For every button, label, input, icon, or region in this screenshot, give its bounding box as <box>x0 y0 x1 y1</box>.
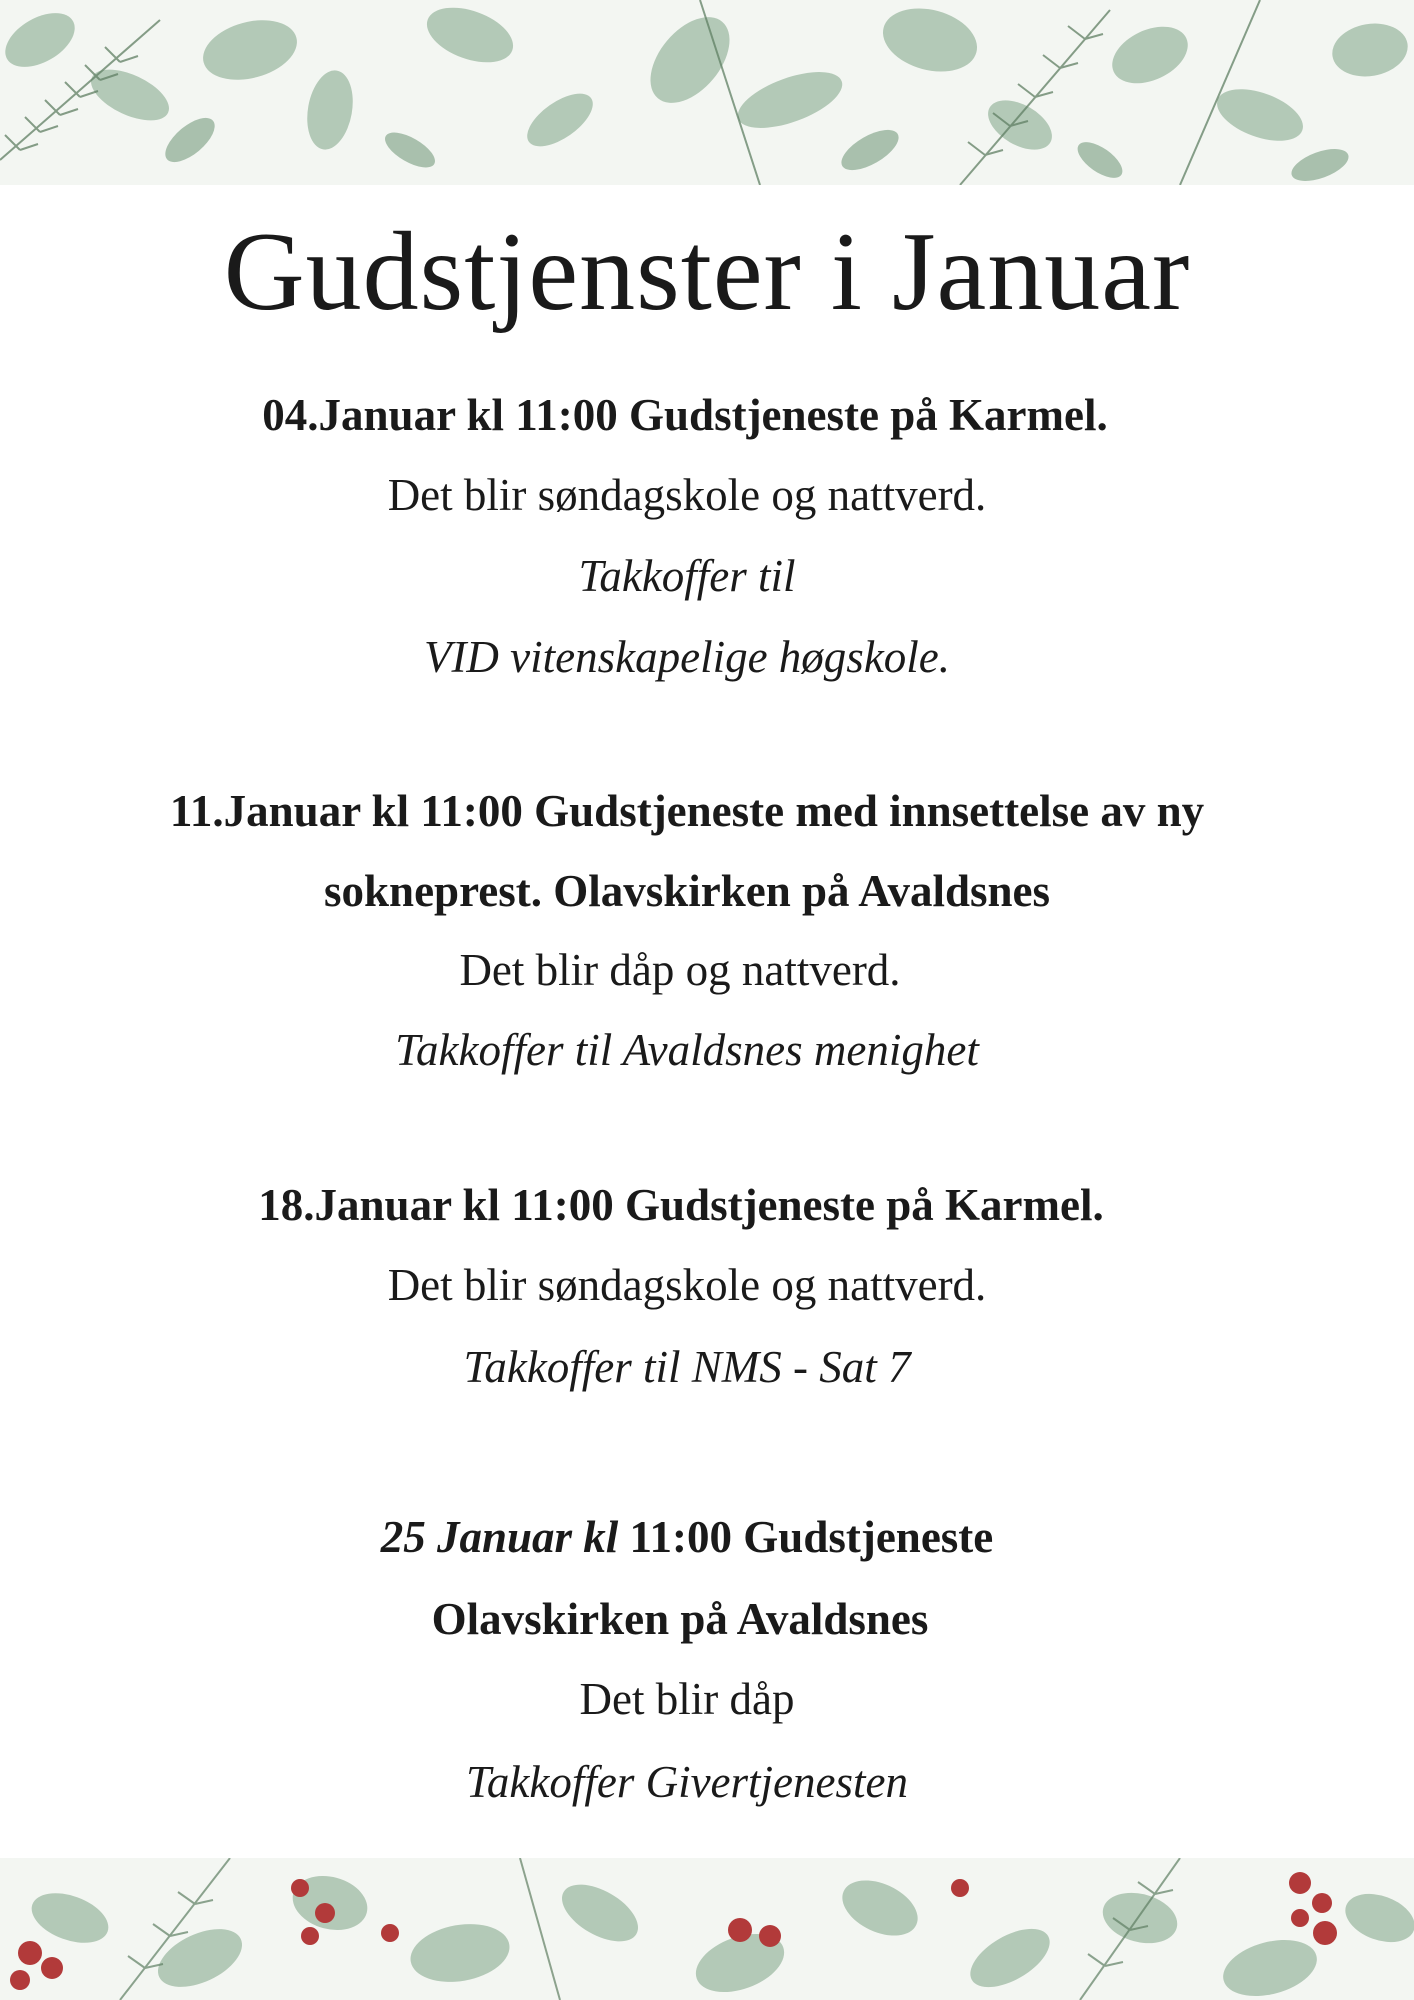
event-2-info: Det blir dåp og nattverd. <box>459 945 901 995</box>
greenery-border-top <box>0 0 1414 185</box>
event-3-info: Det blir søndagskole og nattverd. <box>387 1260 987 1310</box>
event-4-info: Det blir dåp <box>579 1674 795 1724</box>
event-1-info: Det blir søndagskole og nattverd. <box>387 470 987 520</box>
event-4-time-title: 11:00 Gudstjeneste <box>618 1512 994 1562</box>
event-1-offer-line2: VID vitenskapelige høgskole. <box>423 632 951 682</box>
event-3-offer: Takkoffer til NMS - Sat 7 <box>463 1342 911 1392</box>
event-4-date: 25 Januar kl <box>380 1512 619 1562</box>
page-title: Gudstjenster i Januar <box>223 210 1191 334</box>
event-3-heading: 18.Januar kl 11:00 Gudstjeneste på Karmel. <box>258 1180 1104 1230</box>
event-4-heading-line1 <box>0 1507 1374 1567</box>
event-2-heading-line1: 11.Januar kl 11:00 Gudstjeneste med innsettelse av ny <box>169 786 1205 836</box>
event-4-offer: Takkoffer Givertjenesten <box>466 1757 908 1807</box>
eucalyptus-fir-icon <box>0 0 1414 185</box>
content-area <box>0 185 1414 1858</box>
event-4-heading-line2: Olavskirken på Avaldsnes <box>431 1594 929 1644</box>
event-1-heading: 04.Januar kl 11:00 Gudstjeneste på Karmel. <box>262 390 1108 440</box>
event-2-heading-line2: sokneprest. Olavskirken på Avaldsnes <box>324 866 1050 916</box>
greenery-border-bottom <box>0 1858 1414 2000</box>
eucalyptus-berries-icon <box>0 1858 1414 2000</box>
event-1-offer-line1: Takkoffer til <box>578 551 796 601</box>
event-2-offer: Takkoffer til Avaldsnes menighet <box>395 1025 979 1075</box>
